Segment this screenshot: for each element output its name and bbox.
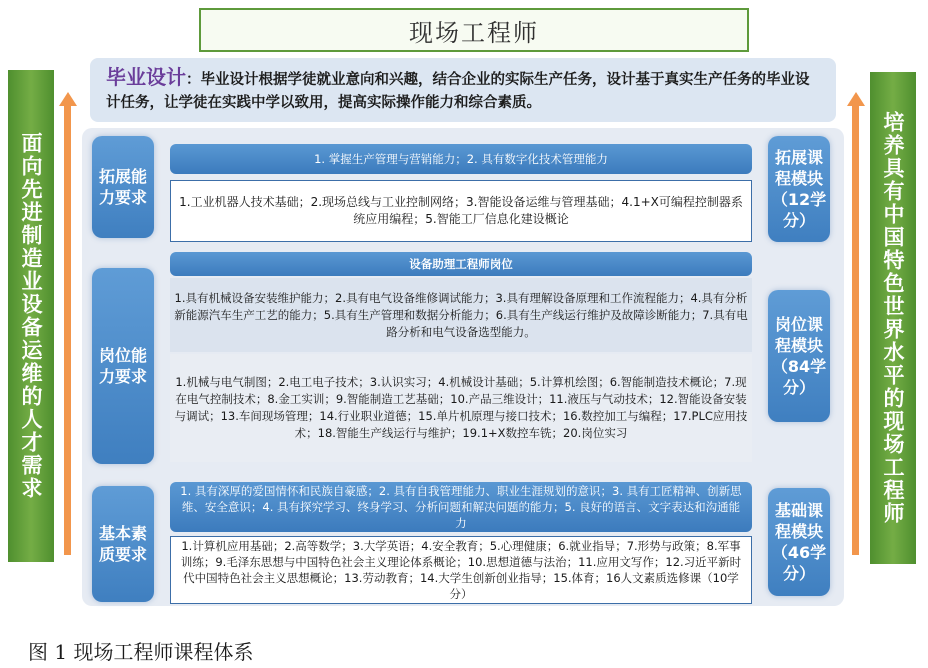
position-banner: 设备助理工程师岗位: [170, 252, 752, 276]
right-bar-text: 培养具有中国特色世界水平的现场工程师: [881, 111, 905, 525]
extension-course-box: 1.工业机器人技术基础；2.现场总线与工业控制网络；3.智能设备运维与管理基础；4.1+X可编程控制器系统应用编程；5.智能工厂信息化建设概论: [170, 180, 752, 242]
position-courses-box: 1.机械与电气制图；2.电工电子技术；3.认识实习；4.机械设计基础；5.计算机绘图；6.智能制造技术概论；7.现在电气控制技术；8.金工实训；9.智能制造工艺基础；10.产品三维设计；11.液压与气动技术；12.智能设备安装与调试；13.车间现场管理；14.行业职业道德；15.单片机原理与接口技术；16.数控加工与编程；17.PLC应用技术；18.智能生产线运行与维护；19.1+X数控车铣；20.岗位实习: [170, 354, 752, 462]
left-requirement-bar: [8, 70, 54, 562]
left-arrow-head-icon: [59, 92, 77, 106]
left-arrow-shaft: [64, 105, 71, 555]
right-arrow-head-icon: [847, 92, 865, 106]
diagram-title: 现场工程师: [199, 8, 749, 52]
basic-course-box: 1.计算机应用基础；2.高等数学；3.大学英语；4.安全教育；5.心理健康；6.就业指导；7.形势与政策；8.军事训练；9.毛泽东思想与中国特色社会主义理论体系概论；10.思想道德与法治；11.应用文写作；12.习近平新时代中国特色社会主义思想概论；13.劳动教育；14.大学生创新创业指导；15.体育；16人文素质选修课（10学分）: [170, 536, 752, 604]
extension-ability-label: 拓展能力要求: [92, 136, 154, 238]
basic-module-label: 基础课程模块（46学分）: [768, 488, 830, 596]
figure-caption: 图 1 现场工程师课程体系: [28, 640, 254, 664]
position-module-label: 岗位课程模块（84学分）: [768, 290, 830, 422]
graduation-design-text: ：毕业设计根据学徒就业意向和兴趣，结合企业的实际生产任务，设计基于真实生产任务的毕业设计任务，让学徒在实践中学以致用，提高实际操作能力和综合素质。: [106, 72, 810, 111]
right-goal-bar: [870, 72, 916, 564]
position-abilities-box: 1.具有机械设备安装维护能力；2.具有电气设备维修调试能力；3.具有理解设备原理和工作流程能力；4.具有分析新能源汽车生产工艺的能力；5.具有生产管理和数据分析能力；6.具有生产线运行维护及故障诊断能力；7.具有电路分析和电气设备选型能力。: [170, 278, 752, 352]
graduation-design-label: 毕业设计: [106, 65, 186, 89]
position-ability-label: 岗位能力要求: [92, 268, 154, 464]
left-bar-text: 面向先进制造业设备运维的人才需求: [19, 132, 43, 500]
extension-ability-banner: 1. 掌握生产管理与营销能力；2. 具有数字化技术管理能力: [170, 144, 752, 174]
right-arrow-shaft: [852, 105, 859, 555]
basic-quality-banner: 1. 具有深厚的爱国情怀和民族自豪感；2. 具有自我管理能力、职业生涯规划的意识；3. 具有工匠精神、创新思维、安全意识；4. 具有探究学习、终身学习、分析问题和解决问题的能力；5. 良好的语言、文字表达和沟通能力: [170, 482, 752, 532]
basic-quality-label: 基本素质要求: [92, 486, 154, 602]
graduation-design-box: [90, 58, 836, 122]
extension-module-label: 拓展课程模块（12学分）: [768, 136, 830, 242]
